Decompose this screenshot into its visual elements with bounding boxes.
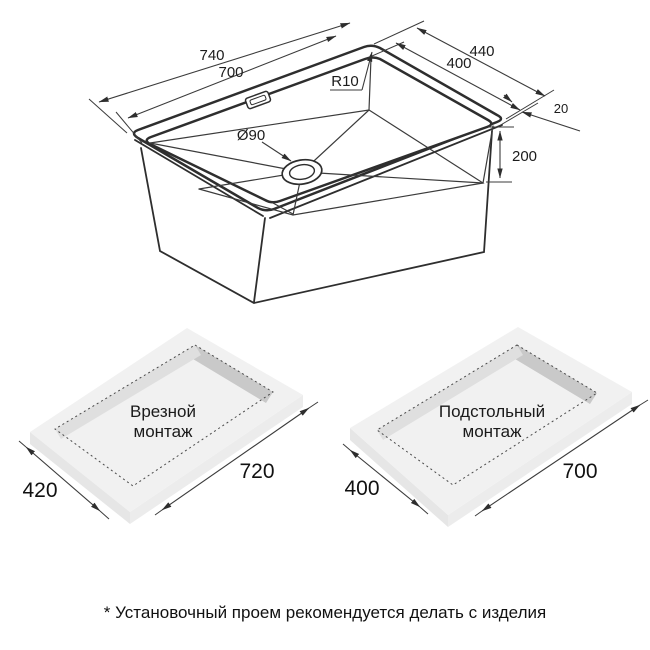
dim-width-inner-label: 400	[446, 55, 472, 72]
dim-under-side-label: 400	[344, 477, 380, 500]
dim-width-outer-label: 440	[469, 43, 495, 60]
ext-line	[116, 112, 142, 143]
dim-inset-front-label: 720	[239, 460, 275, 483]
mount-inset-caption-line1: Врезной	[129, 402, 197, 421]
sink-isometric-view	[134, 46, 502, 303]
mount-under-caption-line1: Подстольный	[438, 402, 546, 421]
ext-line	[374, 21, 424, 44]
drain-diameter-label: Ø90	[236, 127, 266, 144]
ext-line	[499, 103, 538, 126]
dim-under-front-label: 700	[562, 460, 598, 483]
dim-length-inner-label: 700	[218, 64, 244, 81]
ext-line	[89, 99, 127, 133]
mount-under-caption-line2: монтаж	[462, 422, 522, 441]
dim-inset-side-label: 420	[22, 479, 58, 502]
dim-rim-width-label: 20	[553, 101, 569, 116]
dimension-bowl-depth	[486, 127, 537, 182]
dim-length-outer-label: 740	[199, 47, 225, 64]
footnote: * Установочный проем рекомендуется делать с изделия	[103, 603, 547, 622]
corner-radius-label: R10	[331, 73, 359, 90]
bowl-wall-edge-right	[483, 126, 493, 183]
sink-body-front-left-edge	[254, 218, 265, 302]
dim-bowl-depth-label: 200	[512, 148, 538, 165]
mount-option-inset	[19, 328, 318, 524]
mount-inset-caption-line2: монтаж	[133, 422, 193, 441]
mount-option-undermount	[343, 327, 648, 527]
